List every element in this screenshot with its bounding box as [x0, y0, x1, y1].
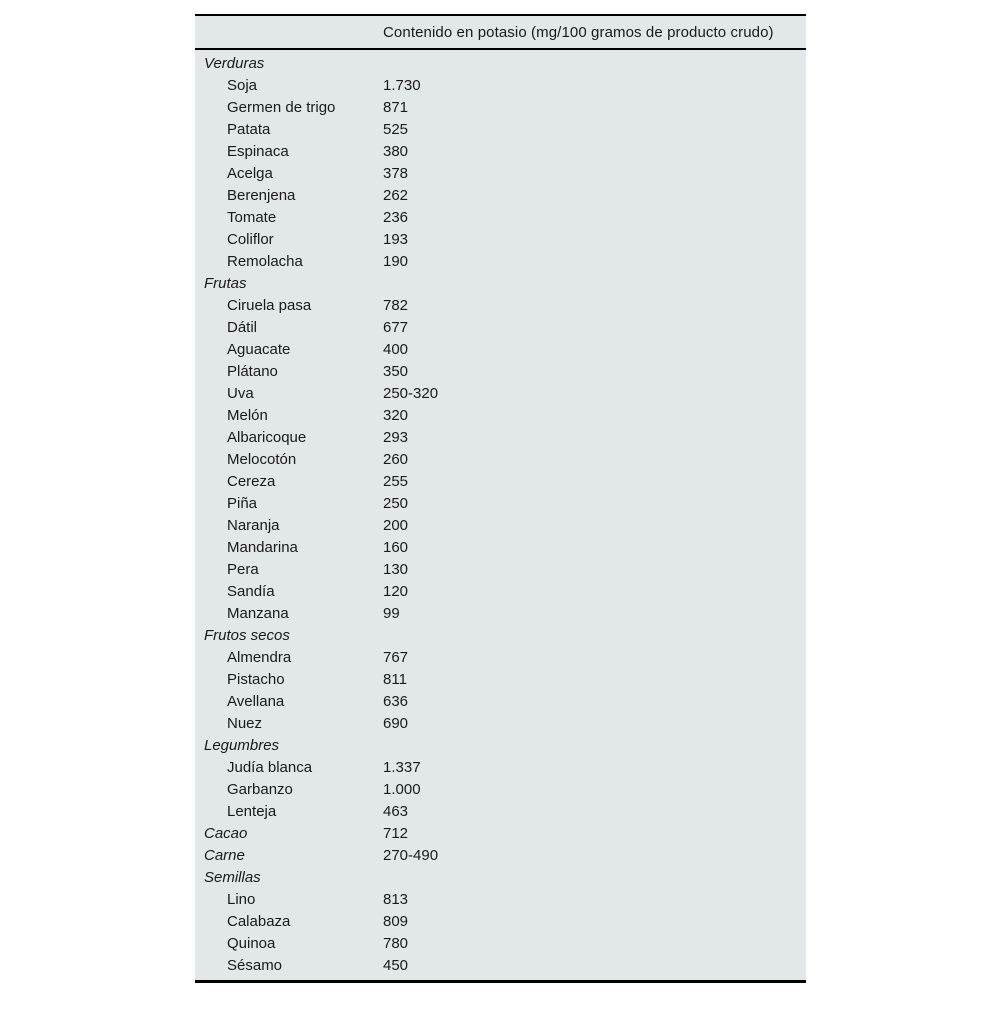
food-name: Lenteja: [227, 802, 277, 820]
potassium-value: 782: [383, 296, 409, 314]
potassium-value: 1.000: [383, 780, 421, 798]
potassium-value: 260: [383, 450, 409, 468]
category-row: [195, 822, 806, 844]
potassium-value: 780: [383, 934, 409, 952]
table-header-row: [195, 16, 806, 50]
table-body: [195, 50, 806, 980]
food-item-row: [195, 162, 806, 184]
food-name: Uva: [227, 384, 254, 402]
food-name: Melocotón: [227, 450, 297, 468]
food-item-row: [195, 778, 806, 800]
food-name: Germen de trigo: [227, 98, 336, 116]
potassium-value: 636: [383, 692, 409, 710]
food-item-row: [195, 140, 806, 162]
food-name: Cereza: [227, 472, 276, 490]
food-name: Aguacate: [227, 340, 291, 358]
food-name: Judía blanca: [227, 758, 313, 776]
food-item-row: [195, 602, 806, 624]
food-item-row: [195, 756, 806, 778]
potassium-value: 262: [383, 186, 409, 204]
food-item-row: [195, 492, 806, 514]
category-row: [195, 272, 806, 294]
food-item-row: [195, 558, 806, 580]
food-item-row: [195, 338, 806, 360]
food-item-row: [195, 888, 806, 910]
food-name: Ciruela pasa: [227, 296, 312, 314]
food-item-row: [195, 250, 806, 272]
potassium-value: 690: [383, 714, 409, 732]
food-name: Remolacha: [227, 252, 303, 270]
food-name: Patata: [227, 120, 271, 138]
potassium-value: 811: [383, 670, 407, 688]
food-name: Naranja: [227, 516, 280, 534]
category-row: [195, 624, 806, 646]
potassium-value: 255: [383, 472, 409, 490]
potassium-value: 130: [383, 560, 409, 578]
potassium-value: 400: [383, 340, 409, 358]
potassium-value: 809: [383, 912, 409, 930]
food-name: Nuez: [227, 714, 263, 732]
food-item-row: [195, 448, 806, 470]
food-name: Garbanzo: [227, 780, 293, 798]
food-item-row: [195, 954, 806, 976]
food-name: Pistacho: [227, 670, 285, 688]
food-name: Soja: [227, 76, 258, 94]
category-label: Semillas: [204, 868, 261, 886]
food-name: Lino: [227, 890, 256, 908]
food-item-row: [195, 690, 806, 712]
food-name: Sésamo: [227, 956, 283, 974]
food-name: Almendra: [227, 648, 292, 666]
food-item-row: [195, 228, 806, 250]
food-item-row: [195, 426, 806, 448]
food-name: Manzana: [227, 604, 289, 622]
food-item-row: [195, 360, 806, 382]
food-item-row: [195, 96, 806, 118]
category-label: Cacao: [204, 824, 248, 842]
food-name: Plátano: [227, 362, 278, 380]
potassium-value: 293: [383, 428, 409, 446]
category-label: Frutos secos: [204, 626, 290, 644]
potassium-value: 1.337: [383, 758, 421, 776]
food-name: Pera: [227, 560, 259, 578]
potassium-value: 378: [383, 164, 409, 182]
food-name: Tomate: [227, 208, 277, 226]
category-label: Legumbres: [204, 736, 280, 754]
potassium-value: 320: [383, 406, 409, 424]
potassium-value: 270-490: [383, 846, 439, 864]
food-item-row: [195, 382, 806, 404]
potassium-value: 813: [383, 890, 409, 908]
food-item-row: [195, 910, 806, 932]
food-item-row: [195, 536, 806, 558]
category-label: Frutas: [204, 274, 247, 292]
food-name: Coliflor: [227, 230, 274, 248]
category-label: Verduras: [204, 54, 265, 72]
food-item-row: [195, 646, 806, 668]
potassium-value: 450: [383, 956, 409, 974]
food-item-row: [195, 294, 806, 316]
food-item-row: [195, 316, 806, 338]
food-name: Berenjena: [227, 186, 296, 204]
food-name: Calabaza: [227, 912, 291, 930]
category-row: [195, 734, 806, 756]
potassium-value: 250: [383, 494, 409, 512]
food-item-row: [195, 184, 806, 206]
food-name: Espinaca: [227, 142, 289, 160]
food-name: Mandarina: [227, 538, 298, 556]
potassium-value: 193: [383, 230, 409, 248]
food-item-row: [195, 668, 806, 690]
food-name: Acelga: [227, 164, 273, 182]
food-item-row: [195, 580, 806, 602]
potassium-value: 350: [383, 362, 409, 380]
food-name: Avellana: [227, 692, 285, 710]
food-item-row: [195, 118, 806, 140]
potassium-value: 160: [383, 538, 409, 556]
potassium-value: 250-320: [383, 384, 439, 402]
food-name: Dátil: [227, 318, 258, 336]
food-item-row: [195, 932, 806, 954]
food-item-row: [195, 74, 806, 96]
potassium-value: 380: [383, 142, 409, 160]
potassium-value: 677: [383, 318, 409, 336]
potassium-value: 236: [383, 208, 409, 226]
category-label: Carne: [204, 846, 245, 864]
food-name: Sandía: [227, 582, 275, 600]
category-row: [195, 52, 806, 74]
food-name: Melón: [227, 406, 268, 424]
potassium-value: 712: [383, 824, 409, 842]
category-row: [195, 866, 806, 888]
value-column-header: Contenido en potasio (mg/100 gramos de producto crudo): [383, 23, 774, 41]
food-item-row: [195, 712, 806, 734]
potassium-value: 871: [383, 98, 409, 116]
food-item-row: [195, 206, 806, 228]
food-item-row: [195, 800, 806, 822]
potassium-value: 190: [383, 252, 409, 270]
potassium-value: 99: [383, 604, 400, 622]
food-name: Albaricoque: [227, 428, 307, 446]
potassium-content-table: [195, 14, 806, 983]
potassium-value: 120: [383, 582, 409, 600]
food-item-row: [195, 470, 806, 492]
food-name: Piña: [227, 494, 258, 512]
potassium-value: 525: [383, 120, 409, 138]
category-row: [195, 844, 806, 866]
potassium-value: 463: [383, 802, 409, 820]
potassium-value: 1.730: [383, 76, 421, 94]
potassium-value: 767: [383, 648, 409, 666]
potassium-value: 200: [383, 516, 409, 534]
food-item-row: [195, 514, 806, 536]
food-item-row: [195, 404, 806, 426]
food-name: Quinoa: [227, 934, 276, 952]
